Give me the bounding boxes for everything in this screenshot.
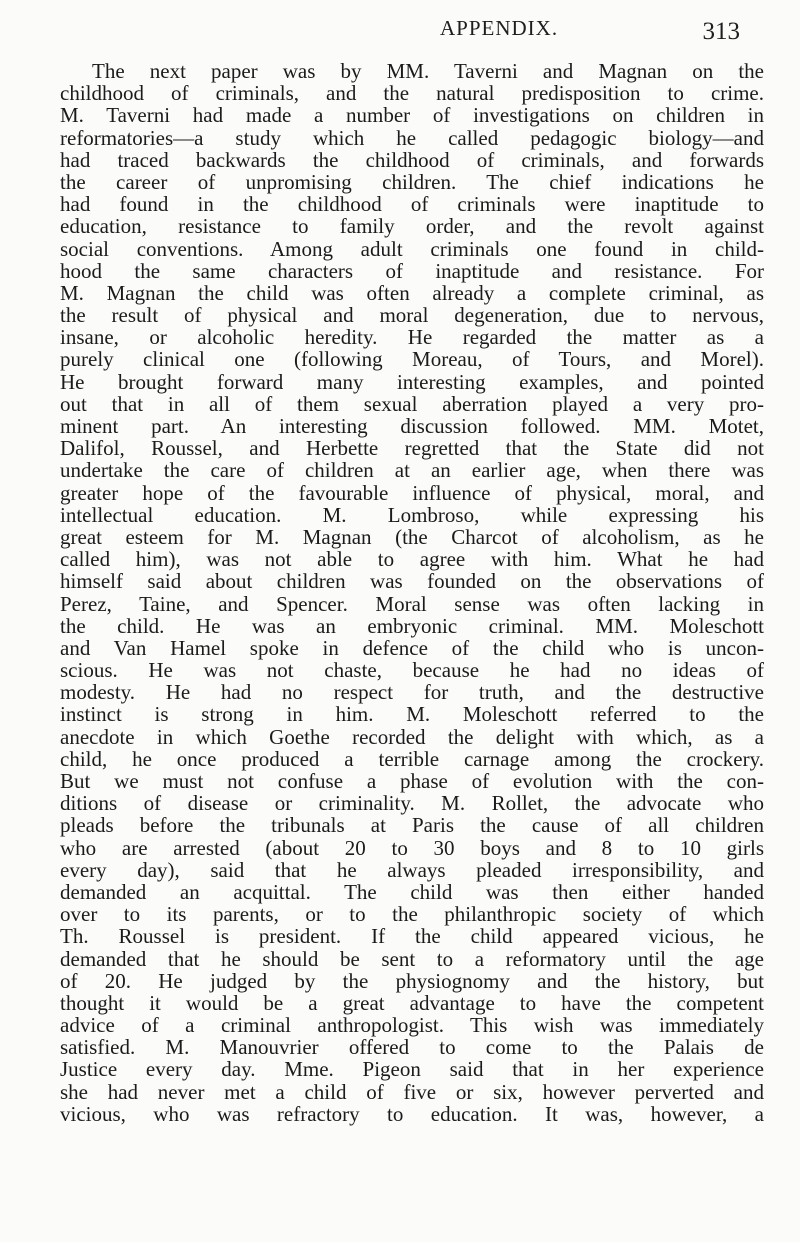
text-line: satisfied. M. Manouvrier offered to come to the Palais de: [60, 1035, 764, 1060]
text-line: the career of unpromising children. The chief indications he: [60, 169, 764, 194]
text-line: education, resistance to family order, and the revolt against: [60, 214, 764, 239]
text-line: M. Magnan the child was often already a complete criminal, as: [60, 280, 764, 305]
text-line: purely clinical one (following Moreau, of Tours, and Morel).: [60, 347, 764, 372]
text-line: the result of physical and moral degeneration, due to nervous,: [60, 303, 764, 328]
text-line: called him), was not able to agree with him. What he had: [60, 547, 764, 572]
text-line: vicious, who was refractory to education. It was, however, a: [60, 1101, 764, 1126]
text-line: greater hope of the favourable influence of physical, moral, and: [60, 480, 764, 505]
body-paragraph: [60, 60, 764, 1125]
text-line: He brought forward many interesting examples, and pointed: [60, 369, 764, 394]
page-header: [60, 14, 770, 54]
text-line: But we must not confuse a phase of evolution with the con-: [60, 769, 764, 793]
text-line: ditions of disease or criminality. M. Rollet, the advocate who: [60, 791, 764, 816]
text-line: social conventions. Among adult criminals one found in child-: [60, 236, 764, 261]
text-line: of 20. He judged by the physiognomy and the history, but: [60, 968, 764, 993]
text-line: out that in all of them sexual aberration played a very pro-: [60, 391, 764, 416]
page-number: 313: [702, 18, 740, 45]
text-line: insane, or alcoholic heredity. He regarded the matter as a: [60, 325, 764, 350]
text-line: great esteem for M. Magnan (the Charcot of alcoholism, as he: [60, 524, 764, 549]
text-line: Th. Roussel is president. If the child appeared vicious, he: [60, 924, 764, 949]
text-line: who are arrested (about 20 to 30 boys and 8 to 10 girls: [60, 835, 764, 860]
running-head: APPENDIX.: [440, 16, 559, 40]
text-line: scious. He was not chaste, because he had no ideas of: [60, 658, 764, 683]
text-line: thought it would be a great advantage to have the competent: [60, 990, 764, 1015]
text-line: Justice every day. Mme. Pigeon said that in her experience: [60, 1057, 764, 1082]
text-line: modesty. He had no respect for truth, and the destructive: [60, 680, 764, 705]
text-line: over to its parents, or to the philanthropic society of which: [60, 902, 764, 927]
text-line: undertake the care of children at an earlier age, when there was: [60, 458, 764, 483]
text-line: the child. He was an embryonic criminal. MM. Moleschott: [60, 613, 764, 638]
text-line: anecdote in which Goethe recorded the delight with which, as a: [60, 724, 764, 749]
text-line: intellectual education. M. Lombroso, while expressing his: [60, 502, 764, 527]
text-line: demanded that he should be sent to a reformatory until the age: [60, 946, 764, 971]
text-line: instinct is strong in him. M. Moleschott referred to the: [60, 702, 764, 727]
text-line: The next paper was by MM. Taverni and Magnan on the: [92, 59, 764, 83]
text-line: minent part. An interesting discussion followed. MM. Motet,: [60, 414, 764, 438]
text-line: had traced backwards the childhood of criminals, and forwards: [60, 147, 764, 172]
text-line: had found in the childhood of criminals were inaptitude to: [60, 192, 764, 217]
text-line: demanded an acquittal. The child was then either handed: [60, 879, 764, 904]
text-line: Dalifol, Roussel, and Herbette regretted that the State did not: [60, 436, 764, 461]
text-line: hood the same characters of inaptitude and resistance. For: [60, 258, 764, 283]
text-line: M. Taverni had made a number of investigations on children in: [60, 103, 764, 128]
text-line: childhood of criminals, and the natural predisposition to crime.: [60, 81, 764, 106]
text-line: she had never met a child of five or six, however perverted and: [60, 1079, 764, 1104]
text-line: Perez, Taine, and Spencer. Moral sense was often lacking in: [60, 591, 764, 616]
text-line: child, he once produced a terrible carnage among the crockery.: [60, 746, 764, 771]
text-line: reformatories—a study which he called pedagogic biology—and: [60, 125, 764, 150]
text-line: and Van Hamel spoke in defence of the child who is uncon-: [60, 635, 764, 660]
text-line: pleads before the tribunals at Paris the cause of all children: [60, 813, 764, 838]
text-line: advice of a criminal anthropologist. This wish was immediately: [60, 1013, 764, 1038]
text-line: every day), said that he always pleaded irresponsibility, and: [60, 857, 764, 882]
text-line: himself said about children was founded on the observations of: [60, 569, 764, 594]
